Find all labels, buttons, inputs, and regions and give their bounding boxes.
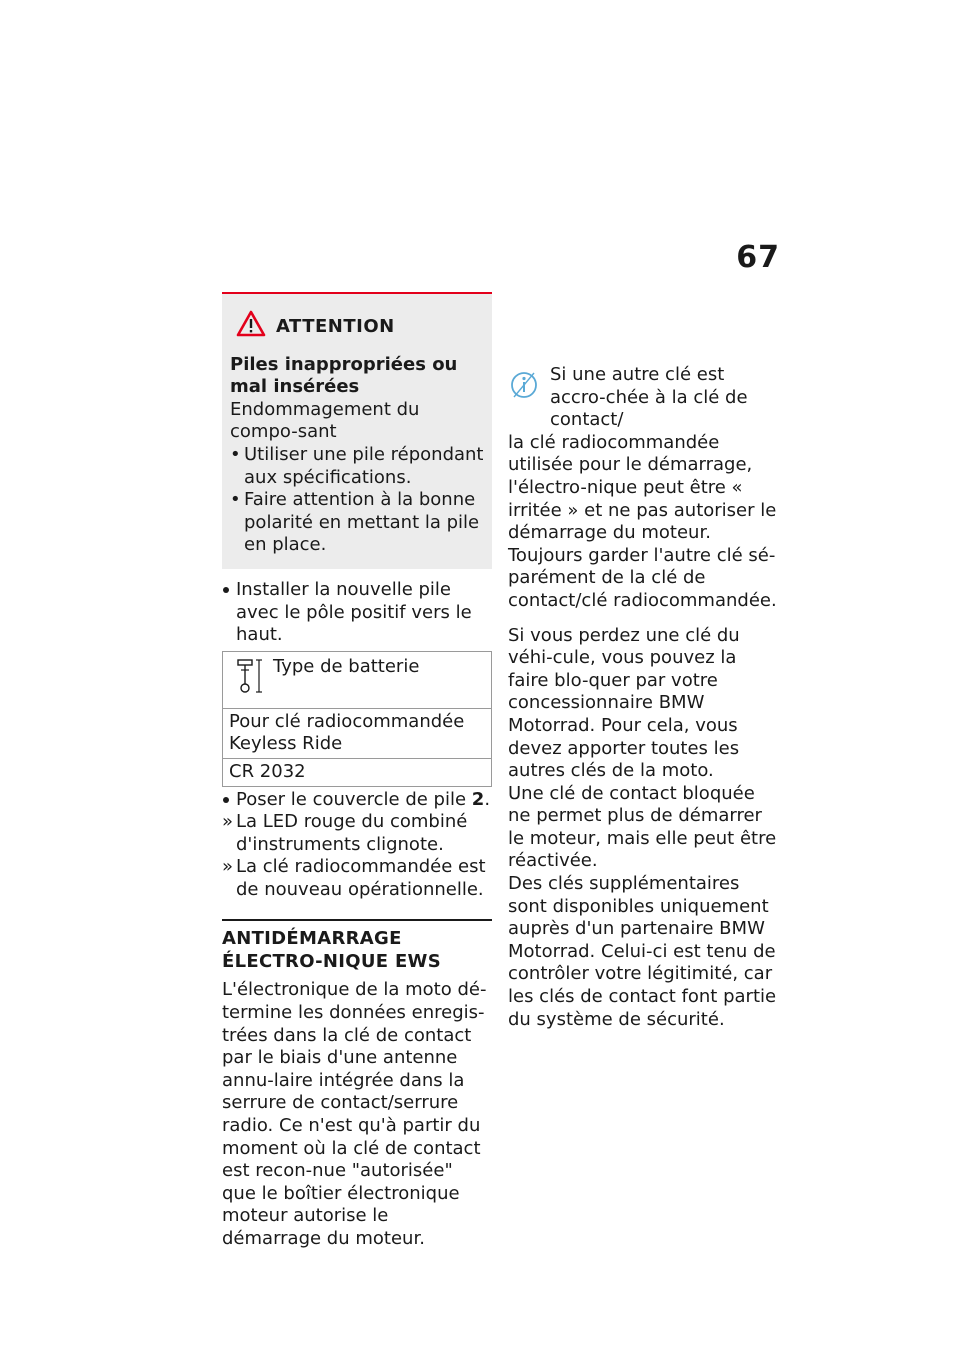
page-number: 67: [736, 240, 780, 275]
warning-bullet: • Faire attention à la bonne polarité en mettant la pile en place.: [230, 489, 484, 557]
info-note: [508, 364, 780, 613]
spec-table-header: [223, 652, 491, 708]
spec-table-title: Type de batterie: [273, 655, 420, 677]
section-title: ANTIDÉMARRAGE ÉLECTRO-NIQUE EWS: [222, 919, 492, 973]
step-cover: [222, 789, 492, 812]
step-install: Installer la nouvelle pile avec le pôle positif vers le haut.: [222, 579, 492, 647]
result-item: » La LED rouge du combiné d'instruments clignote.: [222, 811, 492, 856]
spec-table: [222, 651, 492, 787]
info-body: la clé radiocommandée utilisée pour le démarrage, l'électro-nique peut être « irritée » et ne pas autoriser le démarrage du moteur.: [508, 431, 777, 544]
left-column: [222, 292, 492, 1251]
step-cover-text: Poser le couvercle de pile: [236, 788, 472, 810]
warning-subject: Piles inappropriées ou mal insérées: [230, 353, 458, 398]
warning-title: ATTENTION: [276, 315, 395, 337]
warning-box: [222, 292, 492, 569]
info-icon: [508, 370, 540, 407]
warning-triangle-icon: [236, 310, 266, 344]
info-intro: Si une autre clé est accro-chée à la clé de contact/: [550, 364, 748, 431]
warning-header: [236, 310, 484, 344]
paragraph: Des clés supplémentaires sont disponibles uniquement auprès d'un partenaire BMW Motorrad. Celui-ci est tenu de contrôler votre légitimité, car les clés de contact font partie du système de sécurité.: [508, 873, 777, 1030]
info-advice: Toujours garder l'autre clé sé-parément de la clé de contact/clé radiocommandée.: [508, 544, 777, 611]
battery-spec-icon: [235, 656, 273, 706]
spec-table-label: Pour clé radiocommandée Keyless Ride: [223, 708, 491, 758]
paragraph: Une clé de contact bloquée ne permet plus de démarrer le moteur, mais elle peut être réactivée.: [508, 782, 777, 872]
warning-bullet: • Utiliser une pile répondant aux spécifications.: [230, 444, 484, 489]
step-cover-end: .: [484, 788, 491, 810]
paragraph-continuation-spacer: [508, 292, 780, 364]
spec-table-value: CR 2032: [223, 758, 491, 786]
paragraph: Si vous perdez une clé du véhi-cule, vous pouvez la faire blo-quer par votre concessionnaire BMW Motorrad. Pour cela, vous devez apporter toutes les autres clés de la moto.: [508, 624, 740, 782]
section-paragraph: L'électronique de la moto dé-termine les données enregis-trées dans la clé de contact par le biais d'une antenne annu-laire intégrée dans la serrure de contact/serrure radio. Ce n'est qu'à partir du moment où la clé de contact est recon-nue "autorisée" que le boîtier électronique moteur autorise le démarrage du moteur.: [222, 979, 487, 1249]
right-column: [508, 292, 780, 1031]
result-item: » La clé radiocommandée est de nouveau opérationnelle.: [222, 856, 492, 901]
warning-consequence: Endommagement du compo-sant: [230, 398, 420, 443]
step-cover-ref: 2: [471, 788, 485, 810]
